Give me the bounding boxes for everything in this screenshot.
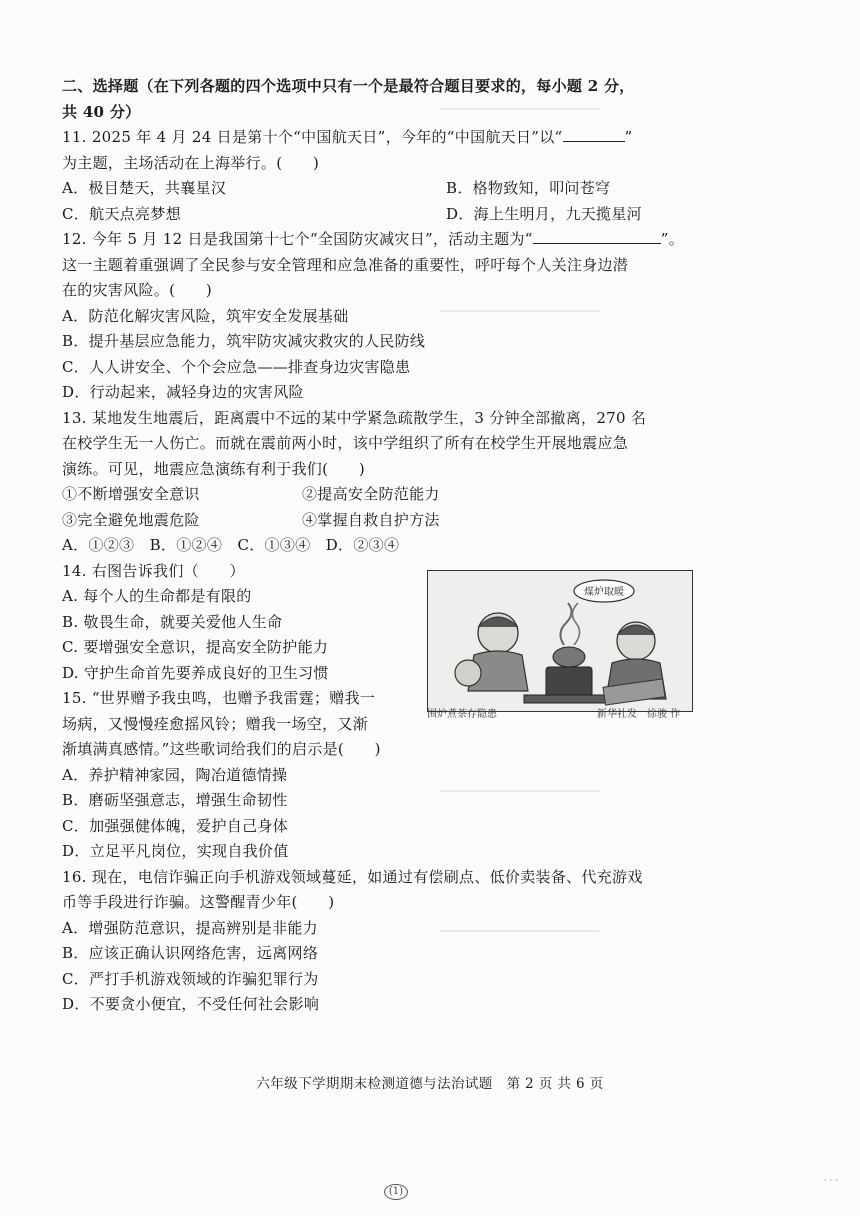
q12-stem-cont: 这一主题着重强调了全民参与安全管理和应急准备的重要性，呼吁每个人关注身边潜 xyxy=(62,255,629,274)
sign-text: 煤炉取暖 xyxy=(584,587,624,598)
section-title-cont: 共 40 分） xyxy=(62,102,141,121)
figure-caption: 围炉煮茶存隐患 xyxy=(427,709,497,720)
q15-stem-cont: 渐填满真感情。”这些歌词给我们的启示是( ) xyxy=(62,740,381,758)
q15-option-d: D．立足平凡岗位，实现自我价值 xyxy=(62,842,289,860)
cartoon-illustration xyxy=(428,571,692,711)
q13-stem-cont: 演练。可见，地震应急演练有利于我们( ) xyxy=(62,459,366,478)
q12-stem-cont: 在的灾害风险。( ) xyxy=(62,281,213,299)
q14-option-b: B. 敬畏生命，就要关爱他人生命 xyxy=(62,612,283,631)
child xyxy=(455,660,481,686)
page-mark: (1) xyxy=(384,1184,408,1200)
q16-option-d: D．不要贪小便宜，不受任何社会影响 xyxy=(62,995,320,1013)
kettle xyxy=(553,647,585,667)
q16-option-b: B．应该正确认识网络危害，远离网络 xyxy=(62,944,319,962)
q13-statement-4: ④掌握自救自护方法 xyxy=(302,510,440,529)
bleed-through-text: ────────────────────── xyxy=(440,304,599,318)
q16-option-c: C．严打手机游戏领域的诈骗犯罪行为 xyxy=(62,969,319,988)
q11-option-c: C．航天点亮梦想 xyxy=(62,204,181,223)
q16-stem-cont: 币等手段进行诈骗。这警醒青少年( ) xyxy=(62,893,335,911)
q13-stem: 13. 某地发生地震后，距离震中不远的某中学紧急疏散学生，3 分钟全部撤离，270 名 xyxy=(62,408,647,427)
q11-option-a: A．极目楚天，共襄星汉 xyxy=(62,179,227,197)
q16-stem: 16. 现在，电信诈骗正向手机游戏领域蔓延，如通过有偿刷点、低价卖装备、代充游戏 xyxy=(62,867,643,886)
q13-statements-row1 xyxy=(62,482,732,508)
question-content xyxy=(62,74,732,1018)
q12-option-c: C．人人讲安全、个个会应急——排查身边灾害隐患 xyxy=(62,357,411,376)
bleed-through-text: ────────────────────── xyxy=(440,784,599,798)
q11-options-row2 xyxy=(62,202,732,228)
q13-stem-cont: 在校学生无一人伤亡。而就在震前两小时，该中学组织了所有在校学生开展地震应急 xyxy=(62,434,629,452)
q14-option-a: A. 每个人的生命都是有限的 xyxy=(62,587,252,605)
figure-credit: 新华社发 徐骏 作 xyxy=(597,709,681,720)
section-title: 二、选择题（在下列各题的四个选项中只有一个是最符合题目要求的，每小题 2 分， xyxy=(62,77,635,95)
q11-stem: 11. 2025 年 4 月 24 日是第十个“中国航天日”，今年的“中国航天日”以“ ” xyxy=(62,128,633,146)
q13-statement-3: ③完全避免地震危险 xyxy=(62,510,200,529)
bleed-through-text: ────────────────────── xyxy=(440,102,599,116)
q12-stem: 12. 今年 5 月 12 日是我国第十七个“全国防灾减灾日”，活动主题为“ ”。 xyxy=(62,230,685,248)
answer-blank xyxy=(563,127,625,142)
charcoal-stove xyxy=(546,667,592,697)
q16-option-a: A．增强防范意识，提高辨别是非能力 xyxy=(62,918,318,937)
q15-stem: 15. “世界赠予我虫鸣，也赠予我雷霆；赠我一 xyxy=(62,689,376,707)
q13-statement-2: ②提高安全防范能力 xyxy=(302,485,440,503)
q11-stem-cont: 为主题，主场活动在上海举行。( ) xyxy=(62,153,320,172)
q15-stem-cont: 场病，又慢慢痊愈摇风铃；赠我一场空，又渐 xyxy=(62,714,369,733)
q12-option-b: B．提升基层应急能力，筑牢防灾减灾救灾的人民防线 xyxy=(62,332,426,350)
q13-choices: A．①②③ B．①②④ C．①③④ D．②③④ xyxy=(62,536,400,554)
page-footer: 六年级下学期期末检测道德与法治试题 第 2 页 共 6 页 xyxy=(256,1076,604,1092)
q14-option-d: D. 守护生命首先要养成良好的卫生习惯 xyxy=(62,663,329,682)
q15-option-b: B．磨砺坚强意志，增强生命韧性 xyxy=(62,791,288,809)
corner-scan-mark: · · · xyxy=(823,1176,838,1186)
q12-option-d: D．行动起来，减轻身边的灾害风险 xyxy=(62,383,304,401)
q12-option-a: A．防范化解灾害风险，筑牢安全发展基础 xyxy=(62,306,349,325)
q15-option-c: C．加强强健体魄，爱护自己身体 xyxy=(62,816,288,835)
q15-option-a: A．养护精神家园，陶冶道德情操 xyxy=(62,765,288,784)
cartoon-figure xyxy=(427,570,693,712)
q14-stem: 14. 右图告诉我们（ ） xyxy=(62,561,245,580)
q14-option-c: C. 要增强安全意识，提高安全防护能力 xyxy=(62,638,329,656)
q11-options-row1 xyxy=(62,176,732,202)
answer-blank xyxy=(533,229,661,244)
q13-statement-1: ①不断增强安全意识 xyxy=(62,485,200,503)
q13-statements-row2 xyxy=(62,508,732,534)
bleed-through-text: ────────────────────── xyxy=(440,924,599,938)
q11-option-d: D．海上生明月，九天揽星河 xyxy=(446,204,642,223)
q11-option-b: B．格物致知，叩问苍穹 xyxy=(446,179,611,197)
